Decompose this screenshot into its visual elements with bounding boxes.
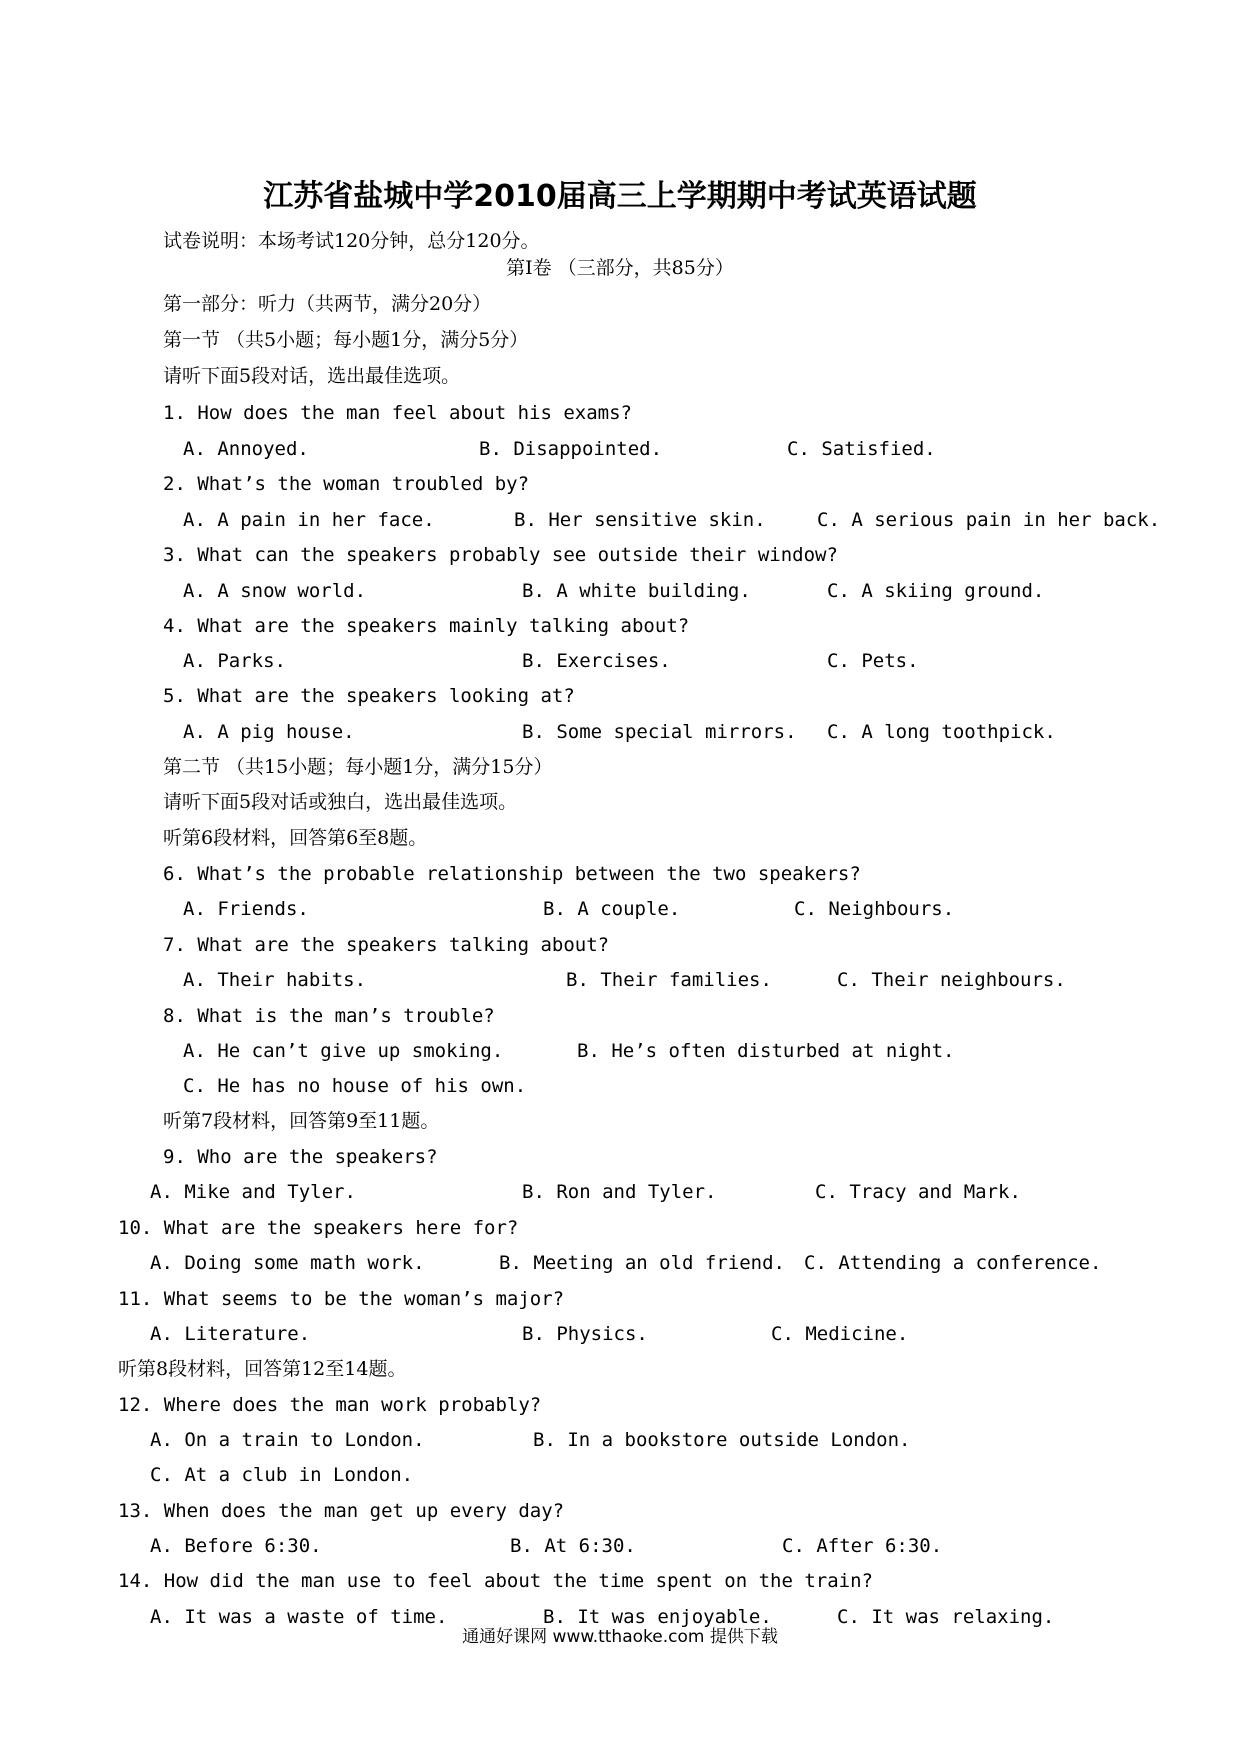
- material-instruction: 听第7段材料，回答第9至11题。: [163, 1110, 440, 1132]
- question-stem: 11. What seems to be the woman’s major?: [118, 1288, 565, 1310]
- option-b: B. Ron and Tyler.: [522, 1181, 717, 1203]
- question-stem: 12. Where does the man work probably?: [118, 1394, 542, 1416]
- option-a: A. Doing some math work.: [150, 1252, 425, 1274]
- question-stem: 7. What are the speakers talking about?: [163, 934, 610, 956]
- question-stem: 4. What are the speakers mainly talking about?: [163, 615, 690, 637]
- question-stem: 13. When does the man get up every day?: [118, 1500, 565, 1522]
- question-stem: 14. How did the man use to feel about the time spent on the train?: [118, 1570, 873, 1592]
- option-a: A. Annoyed.: [183, 438, 309, 460]
- option-c: C. After 6:30.: [782, 1535, 943, 1557]
- question-stem: 6. What’s the probable relationship between the two speakers?: [163, 863, 861, 885]
- option-b: B. Physics.: [522, 1323, 648, 1345]
- page-footer: 通通好课网 www.tthaoke.com 提供下载: [462, 1627, 778, 1647]
- option-b: B. Meeting an old friend.: [499, 1252, 785, 1274]
- option-b: B. He’s often disturbed at night.: [577, 1040, 955, 1062]
- option-b: B. It was enjoyable.: [543, 1606, 772, 1628]
- page-title: 江苏省盐城中学2010届高三上学期期中考试英语试题: [263, 179, 977, 214]
- option-a: A. Literature.: [150, 1323, 311, 1345]
- option-c: C. A long toothpick.: [827, 721, 1056, 743]
- option-a: A. A pig house.: [183, 721, 355, 743]
- option-b: B. In a bookstore outside London.: [533, 1429, 911, 1451]
- option-b: B. A white building.: [522, 580, 751, 602]
- exam-instructions: 试卷说明：本场考试120分钟，总分120分。: [163, 230, 540, 252]
- material-instruction: 听第6段材料，回答第6至8题。: [163, 827, 428, 849]
- option-c: C. A serious pain in her back.: [817, 509, 1161, 531]
- option-b: B. At 6:30.: [510, 1535, 636, 1557]
- option-c: C. Satisfied.: [787, 438, 936, 460]
- question-stem: 2. What’s the woman troubled by?: [163, 473, 530, 495]
- material-instruction: 听第8段材料，回答第12至14题。: [118, 1358, 407, 1380]
- option-a: A. On a train to London.: [150, 1429, 425, 1451]
- option-c: C. Pets.: [827, 650, 919, 672]
- subsection-heading: 第二节 （共15小题；每小题1分，满分15分）: [163, 756, 553, 778]
- option-b: B. Some special mirrors.: [522, 721, 797, 743]
- question-stem: 9. Who are the speakers?: [163, 1146, 438, 1168]
- option-c: C. It was relaxing.: [837, 1606, 1055, 1628]
- section-heading: 第一部分：听力（共两节，满分20分）: [163, 293, 492, 315]
- option-c: C. Medicine.: [771, 1323, 909, 1345]
- option-c: C. Neighbours.: [794, 898, 955, 920]
- option-b: B. Their families.: [566, 969, 772, 991]
- option-a: A. A snow world.: [183, 580, 367, 602]
- part-title: 第Ⅰ卷 （三部分，共85分）: [506, 257, 734, 279]
- option-a: A. He can’t give up smoking.: [183, 1040, 504, 1062]
- option-c: C. He has no house of his own.: [183, 1075, 527, 1097]
- option-c: C. Their neighbours.: [837, 969, 1066, 991]
- question-stem: 5. What are the speakers looking at?: [163, 685, 575, 707]
- option-a: A. Before 6:30.: [150, 1535, 322, 1557]
- option-c: C. Attending a conference.: [804, 1252, 1102, 1274]
- option-a: A. A pain in her face.: [183, 509, 435, 531]
- option-b: B. Exercises.: [522, 650, 671, 672]
- option-b: B. Disappointed.: [479, 438, 663, 460]
- option-a: A. Friends.: [183, 898, 309, 920]
- subsection-instruction: 请听下面5段对话或独白，选出最佳选项。: [163, 791, 518, 813]
- option-b: B. Her sensitive skin.: [514, 509, 766, 531]
- subsection-heading: 第一节 （共5小题；每小题1分，满分5分）: [163, 329, 529, 351]
- option-c: C. A skiing ground.: [827, 580, 1045, 602]
- option-a: A. Parks.: [183, 650, 286, 672]
- option-a: A. Mike and Tyler.: [150, 1181, 356, 1203]
- option-c: C. Tracy and Mark.: [815, 1181, 1021, 1203]
- option-a: A. It was a waste of time.: [150, 1606, 448, 1628]
- subsection-instruction: 请听下面5段对话，选出最佳选项。: [163, 365, 461, 387]
- question-stem: 3. What can the speakers probably see outside their window?: [163, 544, 838, 566]
- option-a: A. Their habits.: [183, 969, 367, 991]
- question-stem: 10. What are the speakers here for?: [118, 1217, 519, 1239]
- option-b: B. A couple.: [543, 898, 681, 920]
- option-c: C. At a club in London.: [150, 1464, 414, 1486]
- question-stem: 8. What is the man’s trouble?: [163, 1005, 495, 1027]
- question-stem: 1. How does the man feel about his exams?: [163, 402, 632, 424]
